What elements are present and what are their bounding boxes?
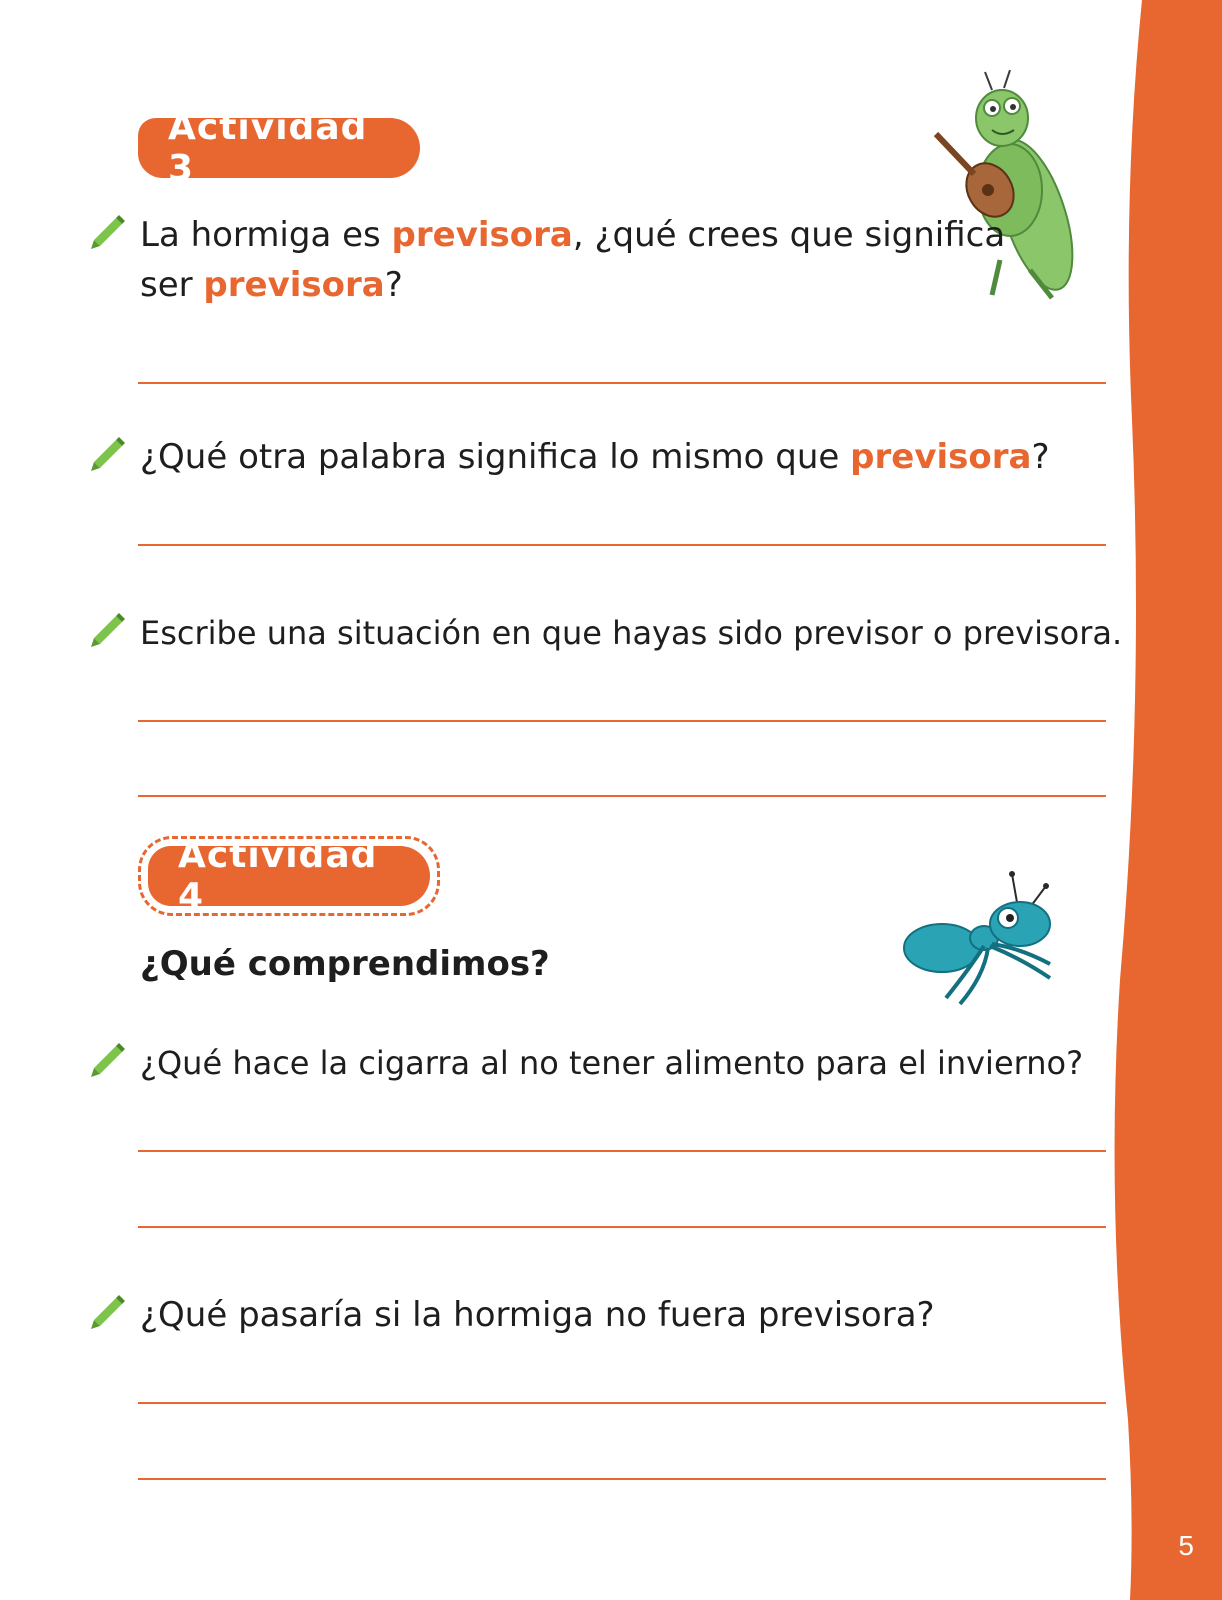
question-text: La hormiga es <box>140 215 392 255</box>
answer-line[interactable] <box>138 1402 1106 1404</box>
question-text: ¿Qué hace la cigarra al no tener alimento para el invierno? <box>140 1044 1084 1082</box>
question-line-1 <box>140 210 1005 260</box>
answer-line[interactable] <box>138 544 1106 546</box>
answer-line[interactable] <box>138 1226 1106 1228</box>
question-text: ¿Qué pasaría si la hormiga no fuera previsora? <box>140 1295 935 1335</box>
activity-4-badge <box>148 835 430 917</box>
highlighted-term: previsora <box>850 437 1032 477</box>
question-synonym-previsora <box>140 432 1050 482</box>
question-cigarra <box>140 1038 1083 1088</box>
section-subheading: ¿Qué comprendimos? <box>140 944 550 984</box>
question-text: ¿Qué otra palabra significa lo mismo que <box>140 437 851 477</box>
pencil-icon <box>88 210 130 252</box>
activity-4-badge-label: Actividad 4 <box>178 835 378 917</box>
pencil-icon <box>88 608 130 650</box>
question-text: ? <box>1031 437 1050 477</box>
answer-line[interactable] <box>138 720 1106 722</box>
question-text: Escribe una situación en que hayas sido previsor o previsora. <box>140 614 1123 652</box>
question-text: , ¿qué crees que significa <box>572 215 1006 255</box>
side-band <box>1112 0 1222 1600</box>
answer-line[interactable] <box>138 1150 1106 1152</box>
question-text: ser <box>140 265 204 305</box>
pencil-icon <box>88 1038 130 1080</box>
pencil-icon <box>88 432 130 474</box>
highlighted-term: previsora <box>391 215 573 255</box>
highlighted-term: previsora <box>203 265 385 305</box>
activity-3-badge-label: Actividad 3 <box>168 107 368 189</box>
question-hormiga <box>140 1290 935 1340</box>
activity-3-badge <box>138 107 420 189</box>
pencil-icon <box>88 1290 130 1332</box>
answer-line[interactable] <box>138 1478 1106 1480</box>
question-text: ? <box>384 265 403 305</box>
answer-line[interactable] <box>138 382 1106 384</box>
answer-line[interactable] <box>138 795 1106 797</box>
page-number: 5 <box>1178 1530 1194 1561</box>
question-line-2 <box>140 260 1005 310</box>
ant-illustration <box>900 868 1060 1008</box>
question-meaning-previsora <box>140 210 1005 310</box>
question-situation <box>140 608 1122 658</box>
